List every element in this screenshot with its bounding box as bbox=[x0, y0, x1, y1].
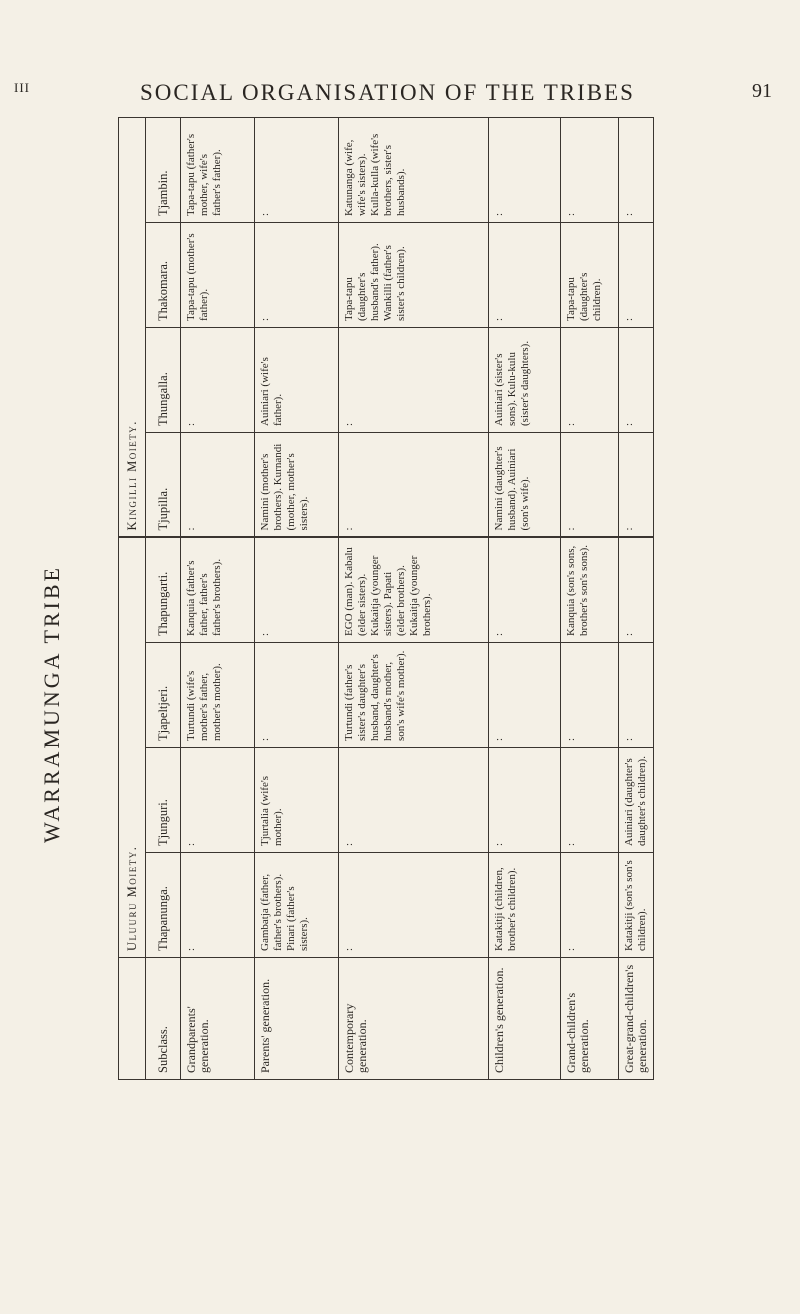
generation-label: Children's generation. bbox=[489, 958, 561, 1080]
kin-cell bbox=[255, 117, 339, 222]
kin-term: Turtundi (wife's mother's father, mother's mother). bbox=[185, 663, 223, 741]
kin-cell bbox=[339, 643, 489, 748]
kin-cell bbox=[181, 432, 255, 537]
kin-term: : bbox=[565, 422, 577, 426]
kin-cell bbox=[489, 853, 561, 958]
kin-term: Gambatja (father, father's brothers). Pinari (father's sisters). bbox=[259, 873, 310, 951]
kin-cell bbox=[619, 748, 654, 853]
kin-cell bbox=[619, 327, 654, 432]
moiety-kingilli: Kingilli Moiety. bbox=[119, 117, 146, 537]
kin-cell bbox=[339, 432, 489, 537]
kin-term: : bbox=[565, 527, 577, 531]
generation-label: Grand-children's generation. bbox=[561, 958, 619, 1080]
kin-term: Katakitji (children, brother's children). bbox=[493, 867, 518, 951]
kin-term: : bbox=[623, 527, 635, 531]
kin-term: : bbox=[259, 632, 271, 636]
kin-term: Kanquia (son's sons, brother's son's sons). bbox=[565, 544, 590, 636]
kin-cell bbox=[181, 643, 255, 748]
kin-cell bbox=[255, 327, 339, 432]
subclass-header: Thapanunga. bbox=[146, 853, 181, 958]
rotated-table-container bbox=[118, 118, 649, 1080]
subclass-header: Tjapeltjeri. bbox=[146, 643, 181, 748]
kin-cell bbox=[181, 853, 255, 958]
kin-term: Turtundi (father's sister's daughter's husband, daughter's husband's mother, son's wife's mother). bbox=[343, 650, 407, 741]
kin-term: : bbox=[259, 737, 271, 741]
kin-cell bbox=[561, 117, 619, 222]
kin-cell bbox=[255, 432, 339, 537]
kin-term: Tapa-tapu (daughter's husband's father). Wankilli (father's sister's children). bbox=[343, 243, 407, 321]
kin-cell bbox=[339, 537, 489, 642]
kin-cell bbox=[339, 222, 489, 327]
subclass-header: Thakomara. bbox=[146, 222, 181, 327]
kin-term: : bbox=[565, 947, 577, 951]
table-row bbox=[255, 117, 339, 1079]
kin-term: Namini (daughter's husband). Auiniari (son's wife). bbox=[493, 446, 531, 531]
kin-cell bbox=[255, 222, 339, 327]
kin-term: Auiniari (wife's father). bbox=[259, 357, 284, 426]
kin-cell bbox=[181, 117, 255, 222]
kin-cell bbox=[489, 117, 561, 222]
kinship-table bbox=[118, 117, 654, 1080]
table-row bbox=[339, 117, 489, 1079]
kin-cell bbox=[619, 853, 654, 958]
kin-cell bbox=[561, 327, 619, 432]
table-row bbox=[181, 117, 255, 1079]
kin-term: : bbox=[185, 947, 197, 951]
generation-label: Grandparents' generation. bbox=[181, 958, 255, 1080]
subclass-header: Thapungarti. bbox=[146, 537, 181, 642]
kin-cell bbox=[489, 748, 561, 853]
kin-term: : bbox=[493, 842, 505, 846]
kin-term: : bbox=[493, 632, 505, 636]
kin-cell bbox=[561, 748, 619, 853]
subclass-header: Thungalla. bbox=[146, 327, 181, 432]
generation-label: Parents' generation. bbox=[255, 958, 339, 1080]
kin-term: : bbox=[623, 212, 635, 216]
kin-term: : bbox=[565, 737, 577, 741]
kin-term: Kanquia (father's father, father's father's brothers). bbox=[185, 558, 223, 636]
kin-cell bbox=[339, 748, 489, 853]
kin-term: : bbox=[623, 632, 635, 636]
kin-cell bbox=[561, 432, 619, 537]
kin-term: : bbox=[259, 317, 271, 321]
kin-term: Tapa-tapu (daughter's children). bbox=[565, 272, 603, 321]
kin-term: : bbox=[623, 422, 635, 426]
kin-cell bbox=[255, 853, 339, 958]
kin-cell bbox=[181, 327, 255, 432]
kin-term: : bbox=[185, 527, 197, 531]
kin-term: : bbox=[493, 317, 505, 321]
kin-term: : bbox=[623, 317, 635, 321]
kin-term: : bbox=[565, 842, 577, 846]
kin-term: EGO (man). Kabalu (elder sisters). Kukaitja (younger sisters). Papati (elder brothers). Kukaitja (younger brothers). bbox=[343, 547, 433, 636]
kin-cell bbox=[181, 222, 255, 327]
kin-cell bbox=[181, 537, 255, 642]
kin-cell bbox=[489, 327, 561, 432]
kin-cell bbox=[619, 432, 654, 537]
kin-term: Katunanga (wife, wife's sisters). Kulla-kulla (wife's brothers, sister's husbands). bbox=[343, 133, 407, 216]
kin-term: : bbox=[343, 842, 355, 846]
kin-term: : bbox=[185, 422, 197, 426]
generation-label: Contemporary generation. bbox=[339, 958, 489, 1080]
kin-term: : bbox=[185, 842, 197, 846]
kin-cell bbox=[339, 327, 489, 432]
kin-cell bbox=[619, 222, 654, 327]
table-row bbox=[489, 117, 561, 1079]
generation-label: Great-grand-children's generation. bbox=[619, 958, 654, 1080]
kin-cell bbox=[339, 117, 489, 222]
kin-term: Tapa-tapu (father's mother, wife's father's father). bbox=[185, 133, 223, 216]
kin-term: : bbox=[493, 212, 505, 216]
kin-term: : bbox=[259, 212, 271, 216]
kin-cell bbox=[561, 222, 619, 327]
subclass-header: Tjambin. bbox=[146, 117, 181, 222]
kin-cell bbox=[489, 643, 561, 748]
kin-cell bbox=[181, 748, 255, 853]
kin-term: Tapa-tapu (mother's father). bbox=[185, 233, 210, 321]
kin-term: Namini (mother's brothers). Kurnandi (mother, mother's sisters). bbox=[259, 443, 310, 531]
kin-cell bbox=[255, 643, 339, 748]
chapter-roman-numeral: III bbox=[14, 80, 30, 95]
kin-term: Tjurtalia (wife's mother). bbox=[259, 775, 284, 846]
moiety-corner bbox=[119, 958, 146, 1080]
subclass-header: Tjunguri. bbox=[146, 748, 181, 853]
running-title: SOCIAL ORGANISATION OF THE TRIBES bbox=[140, 80, 635, 105]
table-row bbox=[619, 117, 654, 1079]
kin-cell bbox=[489, 537, 561, 642]
kin-cell bbox=[619, 117, 654, 222]
kin-cell bbox=[619, 643, 654, 748]
kin-term: Katakitji (son's son's children). bbox=[623, 860, 648, 951]
subclass-header-row bbox=[146, 117, 181, 1079]
moiety-uluuru: Uluuru Moiety. bbox=[119, 537, 146, 957]
moiety-header-row bbox=[119, 117, 146, 1079]
table-row bbox=[561, 117, 619, 1079]
kin-term: : bbox=[623, 737, 635, 741]
kin-cell bbox=[489, 222, 561, 327]
kin-cell bbox=[619, 537, 654, 642]
kin-cell bbox=[561, 853, 619, 958]
table-side-title: WARRAMUNGA TRIBE bbox=[39, 564, 64, 844]
kin-term: : bbox=[343, 422, 355, 426]
kin-cell bbox=[339, 853, 489, 958]
kin-term: Auiniari (sister's sons). Kulu-kulu (sister's daughters). bbox=[493, 340, 531, 426]
kin-term: : bbox=[565, 212, 577, 216]
kin-term: Auiniari (daughter's daughter's children). bbox=[623, 756, 648, 846]
kin-cell bbox=[255, 537, 339, 642]
stub-header: Subclass. bbox=[146, 958, 181, 1080]
kin-term: : bbox=[493, 737, 505, 741]
subclass-header: Tjupilla. bbox=[146, 432, 181, 537]
kin-cell bbox=[561, 643, 619, 748]
kin-cell bbox=[255, 748, 339, 853]
kin-term: : bbox=[343, 527, 355, 531]
page-number: 91 bbox=[752, 80, 772, 102]
kin-term: : bbox=[343, 947, 355, 951]
kin-cell bbox=[489, 432, 561, 537]
kin-cell bbox=[561, 537, 619, 642]
